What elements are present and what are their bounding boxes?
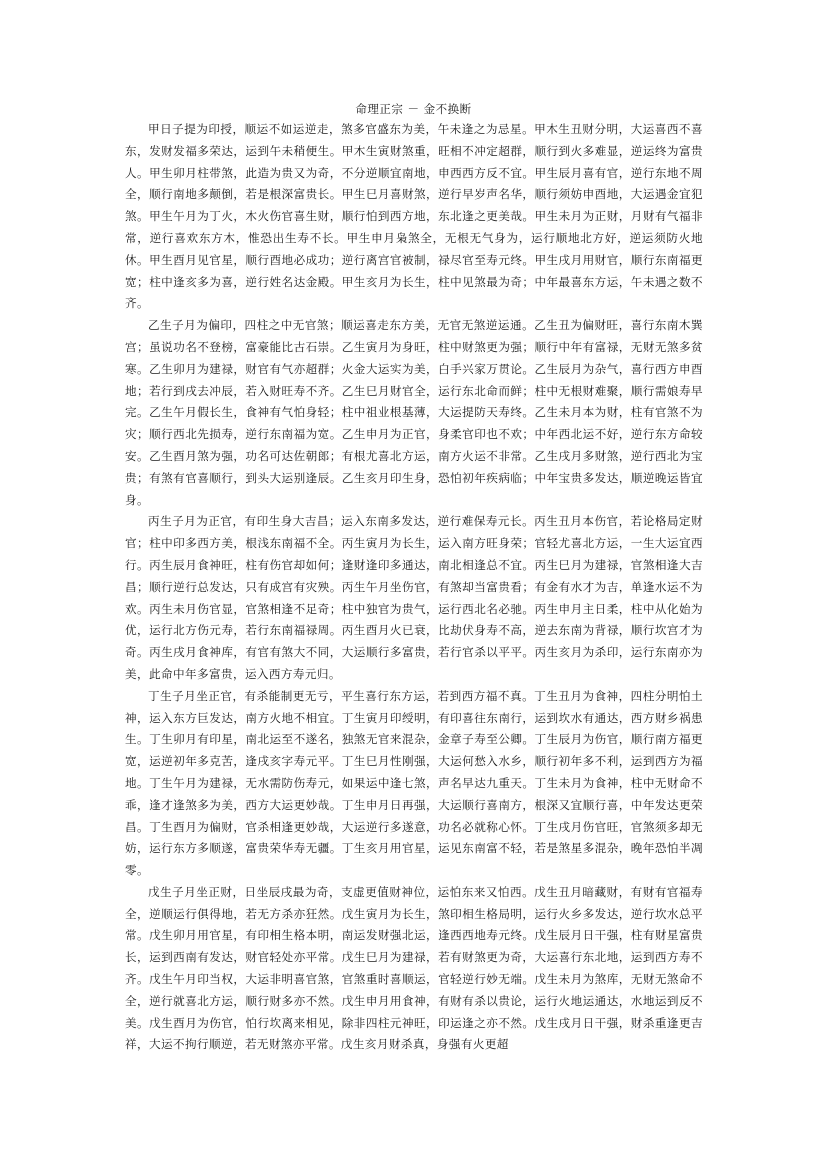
paragraph-yi: 乙生子月为偏印，四柱之中无官煞；顺运喜走东方美，无官无煞逆运通。乙生丑为偏财旺，喜行东南木巽宫；虽说功名不登榜，富豪能比古石崇。乙生寅月为身旺，柱中财煞更为强；顺行中年有富禄，无财无煞多贫寒。乙生卯月为建禄，财官有气亦超群；火金大运实为美，白手兴家万贯论。乙生辰月为杂气，喜行西方申酉地；若行到戌去冲辰，若入财旺寿不齐。乙生巳月财官全，运行东北命而鲜；柱中无根财难聚，顺行需娘寿早完。乙生午月假长生，食神有气怕身轻；柱中祖业根基薄，大运提防天寿终。乙生未月本为财，柱有官煞不为灾；顺行西北先损寿，逆行东南福为宽。乙生申月为正官，身柔官印也不欢；中年西北运不好，逆行东方命较安。乙生酉月煞为强，功名可达佐朝郎；有根尤喜北方运，南方火运不非常。乙生戌月多财煞，逆行西北为宝贵；有煞有官喜顺行，到头大运别逢辰。乙生亥月印生身，恐怕初年疾病临；中年宝贵多发达，顺逆晚运皆宜身。: [125, 318, 703, 507]
document-title: 命理正宗 － 金不换断: [355, 102, 472, 116]
paragraph-wu: 戊生子月坐正财，日坐辰戌最为奇，支虚更值财神位，运怕东来又怕西。戊生丑月暗藏财，有财有官福寿全，逆顺运行俱得地，若无方杀亦狂然。戊生寅月为长生，煞印相生格局明，运行火乡多发达，逆行坎水总平常。戊生卯月用官星，有印相生格本明，南运发财强北运，逢西西地寿元终。戊生辰月日干强，柱有财星富贵长，运到西南有发达，财官轻处亦平常。戊生巳月为建禄，若有财煞更为奇，大运喜行东北地，运到西方寿不齐。戊生午月印当权，大运非明喜官煞，官煞重时喜顺运，官轻逆行妙无端。戊生未月为煞库，无财无煞命不全，逆行就喜北方运，顺行财多亦不然。戊生申月用食神，有财有杀以贵论，运行火地运通达，水地运到反不美。戊生酉月为伤官，怕行坎离来相见，除非四柱元神旺，印运逢之亦不然。戊生戌月日干强，财杀重逢更吉祥，大运不拘行顺逆，若无财煞亦平常。戊生亥月财杀真，身强有火更超: [125, 884, 703, 1052]
document-body: [125, 119, 703, 1056]
paragraph-jia: 甲日子提为印授，顺运不如运逆走，煞多官盛东为美，午未逢之为忌星。甲木生丑财分明，大运喜西不喜东，发财发福多荣达，运到午未稍便生。甲木生寅财煞重，旺相不冲定超群，顺行到火多难显，逆运终为富贵人。甲生卯月柱带煞，此造为贵又为奇，不分逆顺宜南地，申西西方反不宜。甲生辰月喜有官，逆行东地不周全，顺行南地多颠倒，若是根深富贵长。甲生巳月喜财煞，逆行早岁声名华，顺行须妨申酉地，大运遇金宜犯煞。甲生午月为丁火，木火伤官喜生财，顺行怕到西方地，东北逢之更美哉。甲生未月为正财，月财有气福非常，逆行喜欢东方木，惟恐出生寿不长。甲生申月枭煞全，无根无气身为，运行顺地北方好，逆运须防火地休。甲生酉月见官星，顺行酉地必成功；逆行离宫官被制，禄尽官至寿元终。甲生戌月用财官，顺行东南福更宽；柱中逢亥多为喜，逆行姓名达金殿。甲生亥月为长生，柱中见煞最为奇；中年最喜东方运，午未遇之数不齐。: [125, 122, 703, 311]
paragraph-bing: 丙生子月为正官，有印生身大吉昌；运入东南多发达，逆行难保寿元长。丙生丑月本伤官，若论格局定财官；柱中印多西方美，根浅东南福不全。丙生寅月为长生，运入南方旺身荣；官轻尤喜北方运，一生大运宜西行。丙生辰月食神旺，柱有伤官却如何；逢财逢印多通达，南北相逢总不宜。丙生巳月为建禄，官煞相逢大吉昌；顺行逆行总发达，只有成宫有灾殃。丙生午月坐伤官，有煞却当富贵看；有金有水才为吉，单逢水运不为欢。丙生未月伤官显，官煞相逢不足奇；柱中独官为贵气，运行西北名必驰。丙生申月主日柔，柱中从化始为优，运行北方伤元寿，若行东南福禄周。丙生酉月火已衰，比劫伏身寿不高，逆去东南为背禄，顺行坎宫才为奇。丙生戌月食神库，有官有煞大不同，大运顺行多富贵，若行官杀以平平。丙生亥月为杀印，运行东南亦为美，此命中年多富贵，运入西方寿元归。: [125, 514, 703, 681]
paragraph-ding: 丁生子月坐正官，有杀能制更无亏，平生喜行东方运，若到西方福不真。丁生丑月为食神，四柱分明怕土神，运入东方巨发达，南方火地不相宜。丁生寅月印绶明，有印喜往东南行，运到坎水有通达，西方财乡祸患生。丁生卯月有印星，南北运至不遂名，独煞无官来混杂，金章子寿至公卿。丁生辰月为伤官，顺行南方福更宽，运逆初年多克苦，逢戌亥字寿元平。丁生巳月性刚强，大运何愁入水乡，顺行初年多不利，运到西方为福地。丁生午月为建禄，无水需防伤寿元，如果运中逢七煞，声名早达九重天。丁生未月为食神，柱中无财命不乖，逢才逢煞多为美，西方大运更妙哉。丁生申月日再强，大运顺行喜南方，根深又宜顺行喜，中年发达更荣昌。丁生酉月为偏财，官杀相逢更妙哉，大运逆行多遂意，功名必就称心怀。丁生戌月伤官旺，官煞须多却无妨，运行东方多顺遂，富贵荣华寿无疆。丁生亥月用官星，运见东南富不轻，若是煞星多混杂，晚年恐怕半凋零。: [125, 688, 703, 878]
